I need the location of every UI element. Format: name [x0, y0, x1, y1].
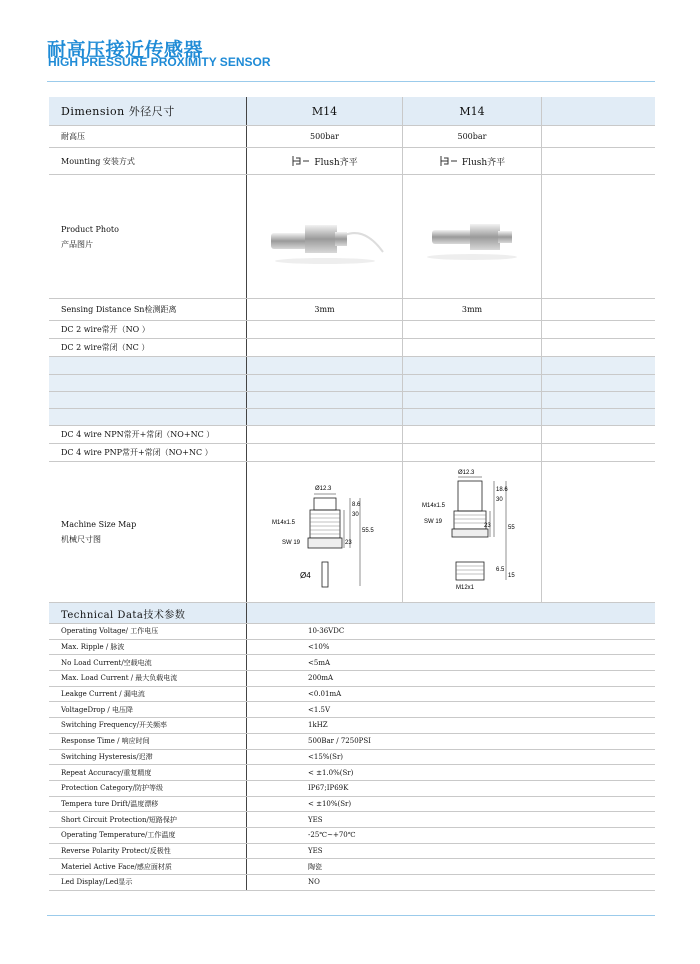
- sensing-value-1: 3mm: [247, 299, 403, 320]
- spec-table: [49, 97, 655, 891]
- tech-value: YES: [308, 815, 323, 824]
- table-row: [49, 175, 655, 299]
- bottom-divider: [47, 915, 655, 916]
- tech-value: 1kHZ: [308, 721, 328, 730]
- tech-label: Repeat Accuracy/重复精度: [49, 765, 247, 780]
- d1-thread: M14x1.5: [271, 519, 295, 526]
- tech-value: NO: [308, 878, 320, 887]
- d1-sw: SW 19: [281, 539, 300, 546]
- table-row: [49, 409, 655, 426]
- d2-sw: SW 19: [424, 519, 443, 525]
- tech-value: 陶瓷: [308, 862, 322, 871]
- d2-dim-a: 18.6: [496, 487, 508, 493]
- d1-bot: Ø4: [299, 570, 311, 580]
- tech-value: <10%: [308, 643, 330, 652]
- d1-dim-b: 30: [351, 511, 359, 518]
- tech-label: Led Display/Led显示: [49, 875, 247, 890]
- tech-label: Leakge Current / 漏电流: [49, 687, 247, 702]
- tech-label: Protection Category/防护等级: [49, 781, 247, 796]
- tech-label: Operating Voltage/ 工作电压: [49, 624, 247, 639]
- mounting-value-1: [291, 155, 357, 168]
- tech-value: IP67;IP69K: [308, 784, 349, 793]
- mounting-label: Mounting 安装方式: [49, 148, 247, 174]
- table-row: [49, 844, 655, 860]
- dc2-nc-label: DC 2 wire常闭（NC ）: [49, 339, 247, 356]
- table-row: [49, 718, 655, 734]
- tech-value: YES: [308, 846, 323, 855]
- dc2-no-label: DC 2 wire常开（NO ）: [49, 321, 247, 338]
- tech-header: Technical Data技术参数: [49, 603, 247, 623]
- table-row: [49, 299, 655, 321]
- table-row: [49, 655, 655, 671]
- d1-dim-a: 8.6: [351, 501, 360, 508]
- table-row: [49, 812, 655, 828]
- table-row: [49, 97, 655, 126]
- pressure-value-2: 500bar: [403, 126, 542, 147]
- tech-value: < ±10%(Sr): [308, 799, 352, 808]
- table-row: [49, 321, 655, 339]
- table-row: [49, 624, 655, 640]
- dimension-label: Dimension 外径尺寸: [49, 97, 247, 125]
- d2-dim-f: 15: [508, 573, 515, 579]
- tech-label: Materiel Active Face/感应面材质: [49, 859, 247, 874]
- d1-dim-d: 23: [344, 539, 352, 546]
- d2-thread: M14x1.5: [422, 503, 446, 509]
- table-row: [49, 687, 655, 703]
- tech-data-list: [49, 624, 655, 891]
- tech-value: < ±1.0%(Sr): [308, 768, 354, 777]
- tech-label: Switching Frequency/开关频率: [49, 718, 247, 733]
- table-row: [49, 797, 655, 813]
- mounting-value-2: [439, 155, 505, 168]
- dc4-npn-label: DC 4 wire NPN常开+常闭（NO+NC ）: [49, 426, 247, 443]
- size-drawing-1: [270, 470, 380, 595]
- tech-label: Max. Load Current / 最大负载电流: [49, 671, 247, 686]
- flush-mount-icon: [439, 155, 459, 167]
- flush-mount-icon: [291, 155, 311, 167]
- sensing-value-2: 3mm: [403, 299, 542, 320]
- page-title-cn: 耐高压接近传感器: [47, 39, 204, 61]
- top-divider: [47, 81, 655, 82]
- tech-value: <5mA: [308, 658, 331, 667]
- map-label-en: Machine Size Map: [61, 520, 137, 529]
- tech-value: <15%(Sr): [308, 752, 344, 761]
- photo-label-cn: 产品图片: [61, 239, 93, 249]
- sensor-photo-2: [422, 212, 522, 262]
- tech-value: -25℃~+70℃: [308, 831, 356, 840]
- map-label-cn: 机械尺寸图: [61, 535, 101, 544]
- tech-value: 10-36VDC: [308, 627, 345, 636]
- table-row: [49, 640, 655, 656]
- tech-label: Operating Temperature/工作温度: [49, 828, 247, 843]
- tech-label: Tempera ture Drift/温度漂移: [49, 797, 247, 812]
- page-title-en: HIGH PRESSURE PROXIMITY SENSOR: [48, 55, 271, 69]
- d1-dim-c: 55.5: [361, 527, 374, 534]
- d2-dim-c: 55: [508, 525, 515, 531]
- tech-label: VoltageDrop / 电压降: [49, 702, 247, 717]
- tech-label: Short Circuit Protection/短路保护: [49, 812, 247, 827]
- table-row: [49, 339, 655, 357]
- table-row: [49, 671, 655, 687]
- table-row: [49, 148, 655, 175]
- tech-value: <1.5V: [308, 705, 331, 714]
- table-row: [49, 444, 655, 462]
- table-row: [49, 875, 655, 891]
- mounting-text-1: Flush齐平: [314, 157, 358, 168]
- d2-top: Ø12.3: [458, 470, 475, 476]
- tech-label: No Load Current/空载电流: [49, 655, 247, 670]
- table-row: [49, 392, 655, 409]
- d2-bottom: M12x1: [456, 585, 475, 591]
- dc4-pnp-label: DC 4 wire PNP常开+常闭（NO+NC ）: [49, 444, 247, 461]
- tech-value: 200mA: [308, 674, 334, 683]
- model-col-1: M14: [247, 97, 403, 125]
- tech-label: Response Time / 响应时间: [49, 734, 247, 749]
- pressure-value-1: 500bar: [247, 126, 403, 147]
- model-col-2: M14: [403, 97, 542, 125]
- d1-top: Ø12.3: [314, 485, 331, 492]
- table-row: [49, 828, 655, 844]
- d2-dim-d: 23: [484, 523, 491, 529]
- photo-label-en: Product Photo: [61, 224, 119, 234]
- table-row: [49, 765, 655, 781]
- size-drawing-2: [422, 467, 522, 597]
- table-row: [49, 357, 655, 375]
- sensor-photo-1: [265, 207, 385, 267]
- d2-dim-e: 6.5: [496, 567, 505, 573]
- table-row: [49, 426, 655, 444]
- table-row: [49, 734, 655, 750]
- table-row: [49, 781, 655, 797]
- table-row: [49, 126, 655, 148]
- tech-label: Max. Ripple / 脉波: [49, 640, 247, 655]
- table-row: [49, 603, 655, 624]
- table-row: [49, 859, 655, 875]
- table-row: [49, 462, 655, 603]
- tech-value: <0.01mA: [308, 690, 342, 699]
- tech-label: Switching Hysteresis/迟滞: [49, 750, 247, 765]
- sensing-label: Sensing Distance Sn检测距离: [49, 299, 247, 320]
- mounting-text-2: Flush齐平: [461, 157, 506, 168]
- tech-label: Reverse Polarity Protect/反极性: [49, 844, 247, 859]
- pressure-label: 耐高压: [49, 126, 247, 147]
- table-row: [49, 702, 655, 718]
- tech-value: 500Bar / 7250PSI: [308, 737, 371, 746]
- table-row: [49, 375, 655, 392]
- d2-dim-b: 30: [496, 497, 503, 503]
- table-row: [49, 750, 655, 766]
